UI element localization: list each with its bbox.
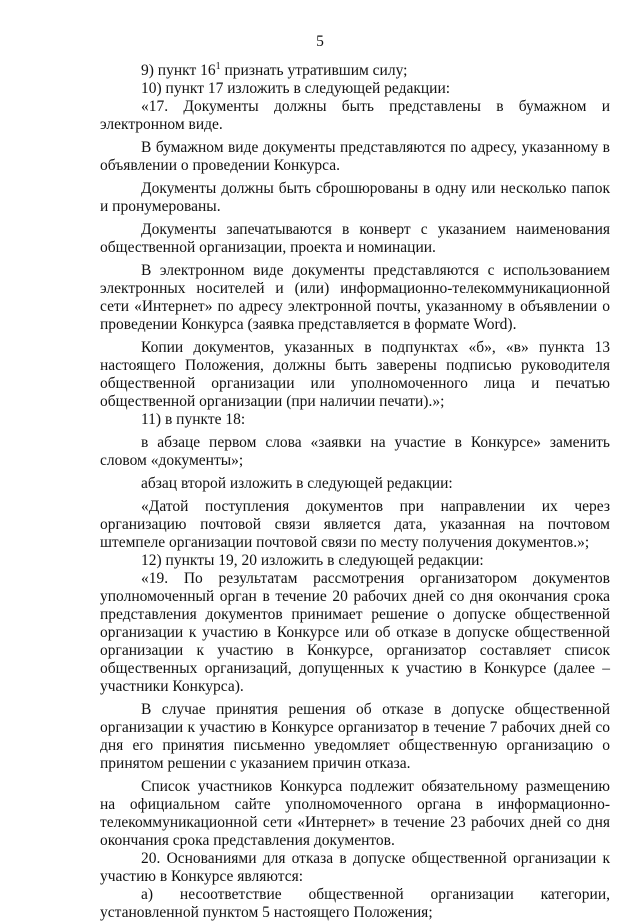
paragraph-item-10: 10) пункт 17 изложить в следующей редакции: [141,80,451,97]
paragraph-refusal-notice: В случае принятия решения об отказе в допуске общественной организации к участию в Конкурсе организатор в течение 7 рабочих дней со дня его принятия письменно уведомляет общественную организацию о принятом решении с указанием причин отказа. [100,701,610,772]
superscript-number: 1 [215,60,221,72]
paragraph-subitem-a: а) несоответствие общественной организации категории, установленной пунктом 5 настоящего Положения; [100,886,610,921]
paragraph-point-20: 20. Основаниями для отказа в допуске общественной организации к участию в Конкурсе являются: [100,850,610,885]
paragraph-electronic-form: В электронном виде документы представляются с использованием электронных носителей и (или) информационно-телекоммуникационной сети «Интернет» по адресу электронной почты, указанному в объявлении о проведении Конкурса (заявка представляется в формате Word). [100,262,610,333]
paragraph-paper-form: В бумажном виде документы представляются по адресу, указанному в объявлении о проведении Конкурса. [100,139,610,174]
paragraph-item-12: 12) пункты 19, 20 изложить в следующей редакции: [141,552,484,569]
paragraph-point-19: «19. По результатам рассмотрения организатором документов уполномоченный орган в течение 20 рабочих дней со дня окончания срока представления документов принимает решение о допуске общественной организации к участию в Конкурсе или об отказе в допуске общественной организации к участию в Конкурсе, организатор составляет список общественных организаций, допущенных к участию в Конкурсе (далее – участники Конкурса). [100,570,610,695]
paragraph-item-9 [100,62,610,80]
paragraph-copies: Копии документов, указанных в подпунктах «б», «в» пункта 13 настоящего Положения, должны быть заверены подписью руководителя общественной организации или уполномоченного лица и печатью общественной организации (при наличии печати).»; [100,339,610,410]
document-body [100,62,610,922]
paragraph-participants-list: Список участников Конкурса подлежит обязательному размещению на официальном сайте уполномоченного органа в информационно-телекоммуникационной сети «Интернет» в течение 23 рабочих дней со дня окончания срока представления документов. [100,778,610,849]
page-number: 5 [316,33,324,50]
paragraph-receipt-date: «Датой поступления документов при направлении их через организацию почтовой связи является дата, указанная на почтовом штемпеле организации почтовой связи по месту получения документов.»; [100,498,610,551]
paragraph-binding: Документы должны быть сброшюрованы в одну или несколько папок и пронумерованы. [100,180,610,215]
paragraph-text: признать утратившим силу; [220,62,408,79]
paragraph-first-abzac: в абзаце первом слова «заявки на участие в Конкурсе» заменить словом «документы»; [100,434,610,469]
paragraph-envelope: Документы запечатываются в конверт с указанием наименования общественной организации, проекта и номинации. [100,221,610,256]
paragraph-item-11: 11) в пункте 18: [141,411,246,428]
paragraph-second-abzac: абзац второй изложить в следующей редакции: [141,475,453,492]
paragraph-point-17: «17. Документы должны быть представлены в бумажном и электронном виде. [100,98,610,133]
paragraph-text: 9) пункт 16 [141,62,216,79]
